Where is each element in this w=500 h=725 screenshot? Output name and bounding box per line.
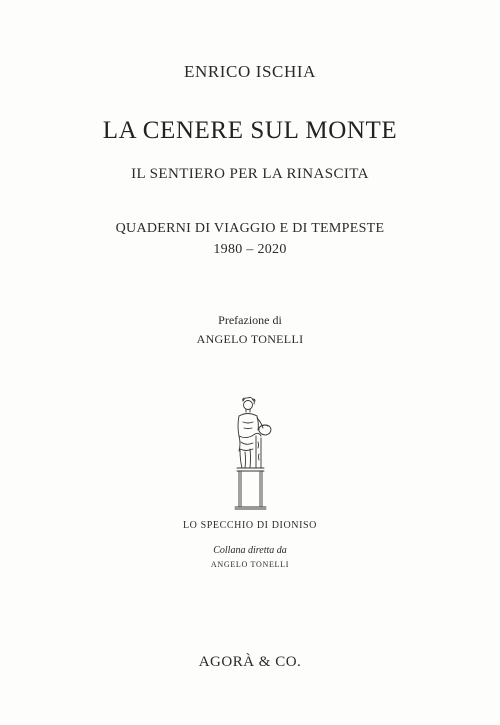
book-title: LA CENERE SUL MONTE xyxy=(102,117,398,144)
preface-author: ANGELO TONELLI xyxy=(196,332,304,346)
series-line: QUADERNI DI VIAGGIO E DI TEMPESTE xyxy=(115,221,385,236)
collection-name: LO SPECCHIO DI DIONISO xyxy=(182,520,318,531)
years-range: 1980 – 2020 xyxy=(213,242,287,257)
collection-directed-label: Collana diretta da xyxy=(213,545,287,556)
book-subtitle: IL SENTIERO PER LA RINASCITA xyxy=(131,166,369,182)
preface-label: Prefazione di xyxy=(218,313,282,327)
collection-editor: ANGELO TONELLI xyxy=(210,560,290,569)
author-name: ENRICO ISCHIA xyxy=(184,62,316,81)
publisher-name: AGORÀ & CO. xyxy=(198,654,302,670)
dionysus-statue-emblem-icon xyxy=(226,392,276,510)
